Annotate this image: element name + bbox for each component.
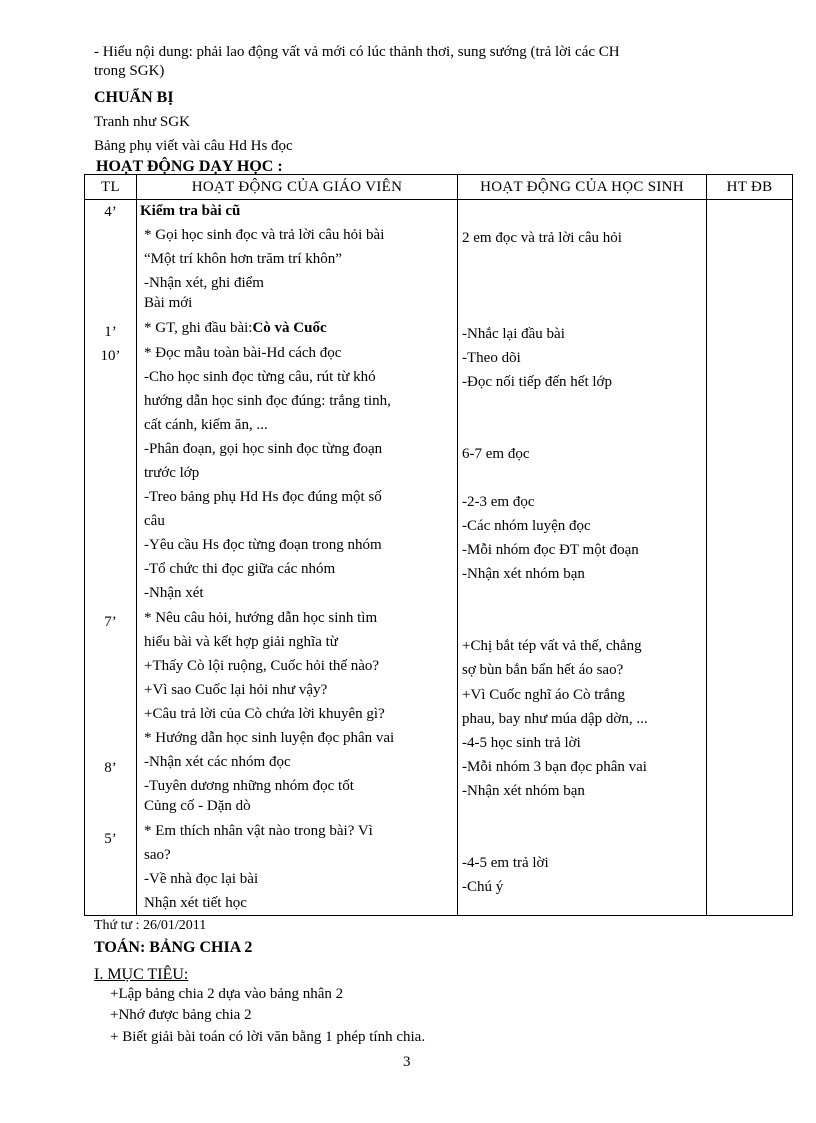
teacher-line: sao? bbox=[144, 847, 171, 863]
table-body-row bbox=[85, 200, 793, 916]
teacher-line: trước lớp bbox=[144, 465, 200, 481]
section-title-review: Kiểm tra bài cũ bbox=[140, 203, 241, 219]
math-objective-2: +Nhớ được bảng chia 2 bbox=[110, 1007, 252, 1023]
teacher-line: -Nhận xét các nhóm đọc bbox=[144, 754, 291, 770]
teacher-line: +Thấy Cò lội ruộng, Cuốc hỏi thế nào? bbox=[144, 658, 380, 674]
time-value: 4’ bbox=[104, 204, 117, 220]
teacher-line: * Hướng dẫn học sinh luyện đọc phân vai bbox=[144, 730, 395, 746]
teacher-line: “Một trí khôn hơn trăm trí khôn” bbox=[144, 251, 342, 267]
student-line: -Đọc nối tiếp đến hết lớp bbox=[462, 374, 612, 390]
teacher-line: -Phân đoạn, gọi học sinh đọc từng đoạn bbox=[144, 441, 383, 457]
student-line: +Vì Cuốc nghĩ áo Cò trắng bbox=[462, 687, 626, 703]
time-value: 10’ bbox=[100, 348, 121, 364]
time-value: 7’ bbox=[104, 614, 117, 630]
teacher-line: * Đọc mẫu toàn bài-Hd cách đọc bbox=[144, 345, 342, 361]
objective-line-1: - Hiểu nội dung: phải lao động vất vả mới có lúc thảnh thơi, sung sướng (trả lời các CH bbox=[94, 44, 620, 60]
teacher-line: -Tuyên dương những nhóm đọc tốt bbox=[144, 778, 354, 794]
header-student-activities: HOẠT ĐỘNG CỦA HỌC SINH bbox=[458, 175, 707, 200]
table-header-row bbox=[85, 175, 793, 200]
teacher-line: câu bbox=[144, 513, 165, 529]
preparation-item-1: Tranh như SGK bbox=[94, 114, 190, 130]
time-value: 8’ bbox=[104, 760, 117, 776]
student-line: -4-5 học sinh trả lời bbox=[462, 735, 581, 751]
teacher-line: -Treo bảng phụ Hd Hs đọc đúng một số bbox=[144, 489, 382, 505]
student-line: -Nhận xét nhóm bạn bbox=[462, 566, 585, 582]
student-activities-column bbox=[458, 200, 707, 916]
ht-db-column bbox=[707, 200, 793, 916]
teacher-line: * Gọi học sinh đọc và trả lời câu hỏi bài bbox=[144, 227, 385, 243]
activities-heading: HOẠT ĐỘNG DẠY HỌC : bbox=[96, 158, 283, 175]
header-ht-db: HT ĐB bbox=[707, 175, 793, 200]
preparation-heading: CHUẨN BỊ bbox=[94, 89, 174, 106]
student-line: -2-3 em đọc bbox=[462, 494, 535, 510]
teacher-line: Nhận xét tiết học bbox=[144, 895, 247, 911]
time-value: 5’ bbox=[104, 831, 117, 847]
student-line: -Nhận xét nhóm bạn bbox=[462, 783, 585, 799]
preparation-item-2: Bảng phụ viết vài câu Hd Hs đọc bbox=[94, 138, 293, 154]
math-objective-3: + Biết giải bài toán có lời văn bằng 1 phép tính chia. bbox=[110, 1029, 426, 1045]
teacher-line: hiểu bài và kết hợp giải nghĩa từ bbox=[144, 634, 338, 650]
section-title-consolidation: Củng cố - Dặn dò bbox=[144, 798, 251, 814]
teacher-line: -Nhận xét, ghi điểm bbox=[144, 275, 264, 291]
teacher-line: +Câu trả lời của Cò chứa lời khuyên gì? bbox=[144, 706, 385, 722]
teacher-line: cất cánh, kiếm ăn, ... bbox=[144, 417, 268, 433]
teacher-line: -Nhận xét bbox=[144, 585, 204, 601]
student-line: -Nhắc lại đầu bài bbox=[462, 326, 565, 342]
lesson-activities-table bbox=[84, 174, 793, 916]
objective-line-2: trong SGK) bbox=[94, 63, 165, 79]
student-line: 2 em đọc và trả lời câu hỏi bbox=[462, 230, 622, 246]
teacher-activities-column bbox=[137, 200, 458, 916]
teacher-line: -Về nhà đọc lại bài bbox=[144, 871, 259, 887]
section-title-new-lesson: Bài mới bbox=[144, 295, 193, 311]
header-time: TL bbox=[85, 175, 137, 200]
teacher-line: -Yêu cầu Hs đọc từng đoạn trong nhóm bbox=[144, 537, 382, 553]
teacher-line: * Em thích nhân vật nào trong bài? Vì bbox=[144, 823, 373, 839]
objectives-heading: I. MỤC TIÊU: bbox=[94, 966, 189, 983]
student-line: -Chú ý bbox=[462, 879, 504, 895]
teacher-line: +Vì sao Cuốc lại hỏi như vậy? bbox=[144, 682, 328, 698]
student-line: phau, bay như múa dập dờn, ... bbox=[462, 711, 648, 727]
time-column bbox=[85, 200, 137, 916]
teacher-line: hướng dẫn học sinh đọc đúng: trắng tinh, bbox=[144, 393, 391, 409]
header-teacher-activities: HOẠT ĐỘNG CỦA GIÁO VIÊN bbox=[137, 175, 458, 200]
teacher-line: * Nêu câu hỏi, hướng dẫn học sinh tìm bbox=[144, 610, 378, 626]
student-line: -4-5 em trả lời bbox=[462, 855, 549, 871]
date-line: Thứ tư : 26/01/2011 bbox=[94, 918, 207, 933]
math-objective-1: +Lập bảng chia 2 dựa vào bảng nhân 2 bbox=[110, 986, 344, 1002]
student-line: -Các nhóm luyện đọc bbox=[462, 518, 591, 534]
student-line: -Mỗi nhóm 3 bạn đọc phân vai bbox=[462, 759, 647, 775]
teacher-line bbox=[144, 320, 327, 337]
student-line: -Theo dõi bbox=[462, 350, 521, 366]
student-line: -Mỗi nhóm đọc ĐT một đoạn bbox=[462, 542, 639, 558]
student-line: sợ bùn bắn bẩn hết áo sao? bbox=[462, 662, 624, 678]
student-line: 6-7 em đọc bbox=[462, 446, 530, 462]
math-lesson-title: TOÁN: BẢNG CHIA 2 bbox=[94, 939, 253, 956]
student-line: +Chị bắt tép vất vả thế, chẳng bbox=[462, 638, 642, 654]
intro-label: * GT, ghi đầu bài: bbox=[144, 320, 253, 336]
teacher-line: -Cho học sinh đọc từng câu, rút từ khó bbox=[144, 369, 376, 385]
teacher-line: -Tổ chức thi đọc giữa các nhóm bbox=[144, 561, 336, 577]
page-number: 3 bbox=[403, 1054, 411, 1070]
lesson-title: Cò và Cuốc bbox=[252, 320, 327, 336]
time-value: 1’ bbox=[104, 324, 117, 340]
